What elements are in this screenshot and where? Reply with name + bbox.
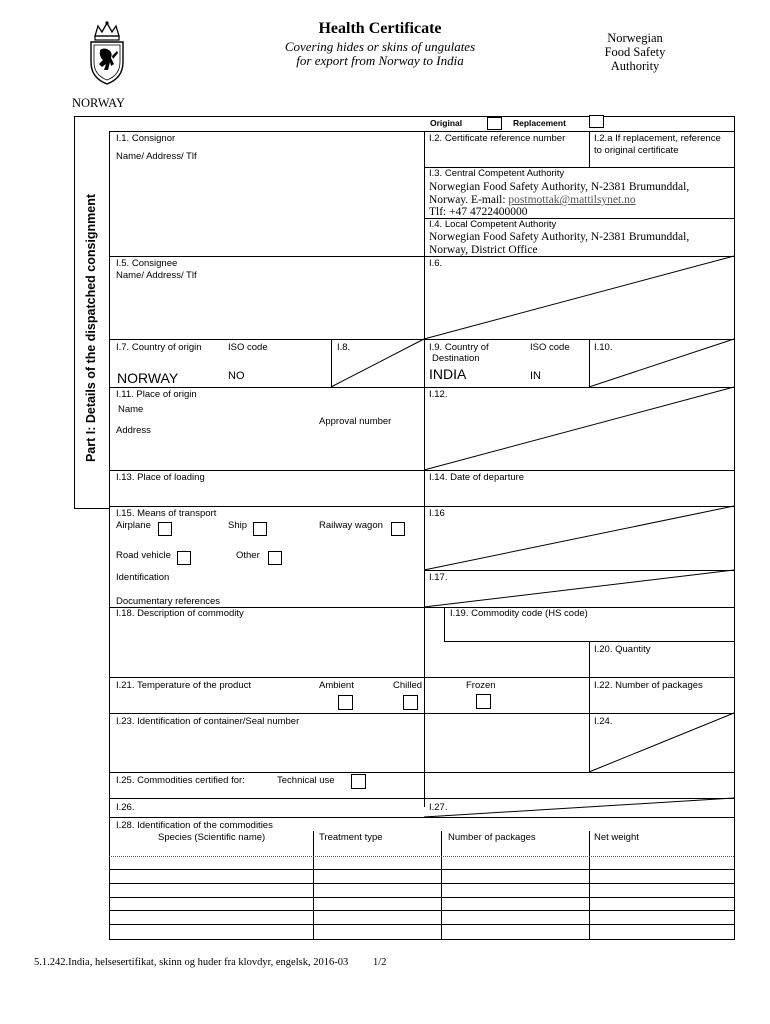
identification-label: Identification bbox=[116, 572, 170, 583]
authority-line-2: Food Safety bbox=[604, 45, 666, 59]
other-label: Other bbox=[236, 550, 260, 561]
commodities-identification-label: I.28. Identification of the commodities bbox=[116, 820, 273, 831]
replacement-label: Replacement bbox=[513, 118, 566, 128]
origin-iso-value: NO bbox=[228, 370, 245, 382]
destination-iso-value: IN bbox=[530, 370, 541, 382]
field-i27-label: I.27. bbox=[429, 802, 448, 813]
airplane-checkbox[interactable] bbox=[158, 522, 172, 536]
approval-number-label: Approval number bbox=[319, 416, 392, 427]
authority-line-3: Authority bbox=[610, 59, 660, 73]
quantity-label: I.20. Quantity bbox=[594, 644, 651, 655]
consignee-label: I.5. Consignee bbox=[116, 258, 178, 269]
original-label: Original bbox=[430, 118, 463, 128]
destination-label-1: I.9. Country of bbox=[429, 342, 489, 353]
commodity-code-label: I.19. Commodity code (HS code) bbox=[450, 608, 588, 619]
country-heading: NORWAY bbox=[72, 96, 126, 110]
column-net-weight: Net weight bbox=[594, 832, 639, 843]
replacement-checkbox[interactable] bbox=[589, 115, 604, 128]
footer-reference: 5.1.242.India, helsesertifikat, skinn og huder fra klovdyr, engelsk, 2016-03 bbox=[34, 957, 349, 968]
local-authority-line-1: Norwegian Food Safety Authority, N-2381 Brumunddal, bbox=[429, 231, 690, 243]
central-authority-email-prefix: Norway. E-mail: bbox=[429, 194, 509, 206]
place-of-loading-label: I.13. Place of loading bbox=[116, 472, 205, 483]
chilled-label: Chilled bbox=[393, 680, 423, 691]
field-i6-label: I.6. bbox=[429, 258, 443, 269]
destination-iso-label: ISO code bbox=[530, 342, 570, 353]
local-authority-label: I.4. Local Competent Authority bbox=[429, 219, 557, 230]
local-authority-line-2: Norway, District Office bbox=[429, 244, 538, 256]
field-i17-label: I.17. bbox=[429, 572, 448, 583]
central-authority-email-link[interactable]: postmottak@mattilsynet.no bbox=[508, 194, 636, 206]
page-number: 1/2 bbox=[373, 957, 387, 968]
origin-iso-label: ISO code bbox=[228, 342, 268, 353]
original-checkbox[interactable] bbox=[487, 117, 502, 130]
field-i24-label: I.24. bbox=[594, 716, 613, 727]
certificate-reference-label: I.2. Certificate reference number bbox=[429, 133, 566, 144]
road-vehicle-label: Road vehicle bbox=[116, 550, 171, 561]
field-i16-label: I.16 bbox=[429, 508, 445, 519]
consignor-label: I.1. Consignor bbox=[116, 133, 176, 144]
central-authority-label: I.3. Central Competent Authority bbox=[429, 168, 565, 179]
certified-for-label: I.25. Commodities certified for: bbox=[116, 775, 245, 786]
container-seal-label: I.23. Identification of container/Seal number bbox=[116, 716, 300, 727]
temperature-label: I.21. Temperature of the product bbox=[116, 680, 252, 691]
means-of-transport-label: I.15. Means of transport bbox=[116, 508, 217, 519]
ambient-label: Ambient bbox=[319, 680, 354, 691]
replacement-reference-label-2: to original certificate bbox=[594, 145, 679, 156]
field-i10-label: I.10. bbox=[594, 342, 613, 353]
replacement-reference-label-1: I.2.a If replacement, reference bbox=[594, 133, 721, 144]
field-i12-label: I.12. bbox=[429, 389, 448, 400]
ambient-checkbox[interactable] bbox=[338, 695, 353, 710]
column-number-of-packages: Number of packages bbox=[448, 832, 536, 843]
airplane-label: Airplane bbox=[116, 520, 151, 531]
central-authority-phone: Tlf: +47 4722400000 bbox=[429, 206, 528, 218]
frozen-checkbox[interactable] bbox=[476, 694, 491, 709]
column-species: Species (Scientific name) bbox=[158, 832, 266, 843]
subtitle-line-1: Covering hides or skins of ungulates bbox=[284, 39, 476, 54]
other-checkbox[interactable] bbox=[268, 551, 282, 565]
commodity-description-label: I.18. Description of commodity bbox=[116, 608, 244, 619]
consignee-sub-label: Name/ Address/ Tlf bbox=[116, 270, 197, 281]
field-i26-label: I.26. bbox=[116, 802, 135, 813]
consignor-field[interactable] bbox=[110, 163, 423, 255]
technical-use-checkbox[interactable] bbox=[351, 774, 366, 789]
place-of-origin-address-label: Address bbox=[116, 425, 151, 436]
destination-country-value: INDIA bbox=[429, 366, 467, 382]
date-of-departure-label: I.14. Date of departure bbox=[429, 472, 525, 483]
place-of-origin-label: I.11. Place of origin bbox=[116, 389, 197, 400]
central-authority-line-1: Norwegian Food Safety Authority, N-2381 Brumunddal, bbox=[429, 181, 690, 193]
road-vehicle-checkbox[interactable] bbox=[177, 551, 191, 565]
number-of-packages-label: I.22. Number of packages bbox=[594, 680, 703, 691]
railway-wagon-checkbox[interactable] bbox=[391, 522, 405, 536]
chilled-checkbox[interactable] bbox=[403, 695, 418, 710]
destination-label-2: Destination bbox=[432, 353, 480, 364]
country-of-origin-value: NORWAY bbox=[117, 370, 179, 386]
place-of-origin-name-label: Name bbox=[118, 404, 144, 415]
field-i8-label: I.8. bbox=[337, 342, 351, 353]
authority-line-1: Norwegian bbox=[607, 31, 663, 45]
page-title: Health Certificate bbox=[318, 20, 442, 37]
subtitle-line-2: for export from Norway to India bbox=[296, 53, 464, 68]
column-treatment-type: Treatment type bbox=[319, 832, 383, 843]
part-title: Part I: Details of the dispatched consignment bbox=[84, 193, 98, 463]
ship-label: Ship bbox=[228, 520, 248, 531]
frozen-label: Frozen bbox=[466, 680, 496, 691]
country-of-origin-label: I.7. Country of origin bbox=[116, 342, 202, 353]
railway-wagon-label: Railway wagon bbox=[319, 520, 383, 531]
technical-use-label: Technical use bbox=[277, 775, 335, 786]
consignor-sub-label: Name/ Address/ Tlf bbox=[116, 151, 197, 162]
documentary-references-label: Documentary references bbox=[116, 596, 221, 607]
ship-checkbox[interactable] bbox=[253, 522, 267, 536]
